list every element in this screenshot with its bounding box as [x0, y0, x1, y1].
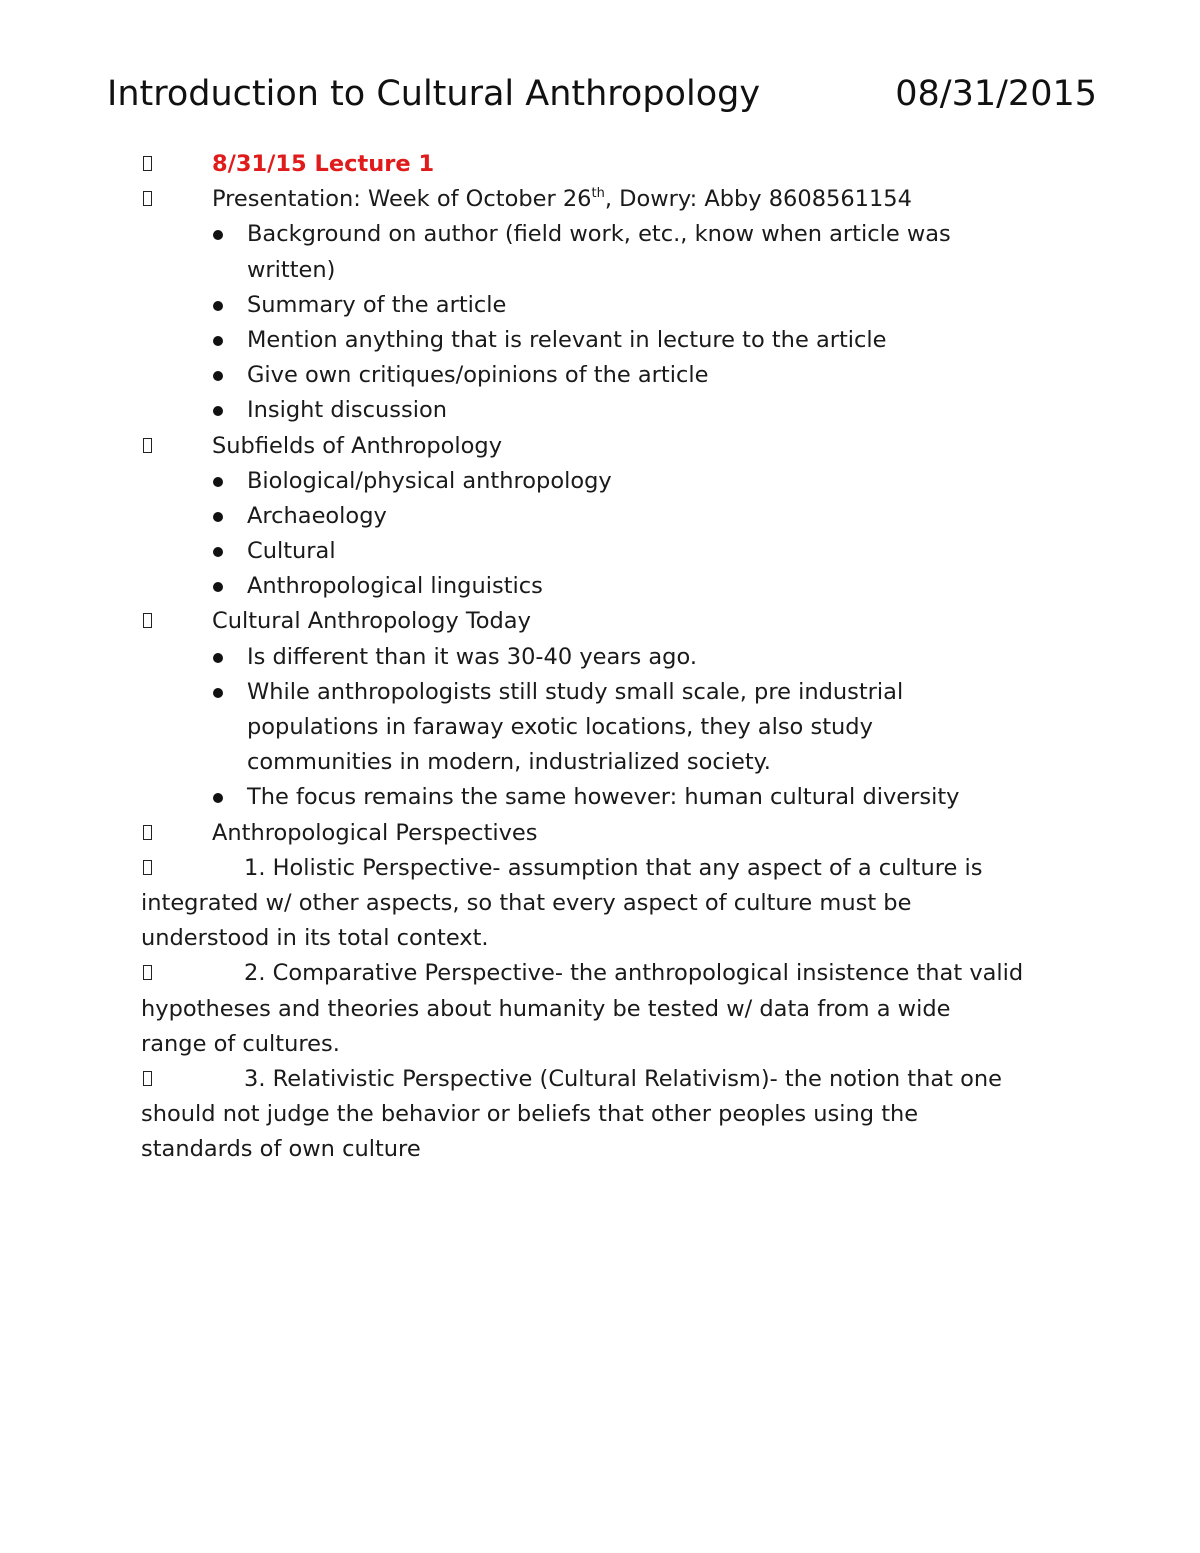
paragraph-line: [0, 921, 1200, 956]
presentation-line-end: , Dowry: Abby 8608561154: [604, 186, 912, 213]
missing-glyph-bullet-icon: [143, 860, 152, 875]
today-heading: Cultural Anthropology Today: [212, 608, 531, 635]
presentation-line: [212, 182, 912, 217]
sub-list-item: [0, 288, 1200, 323]
bullet-icon: [213, 547, 223, 557]
list-item: [0, 1062, 1200, 1097]
sub-list-item: [0, 323, 1200, 358]
missing-glyph-bullet-icon: [143, 191, 152, 206]
missing-glyph-bullet-icon: [143, 156, 152, 171]
sub-list-item: [0, 780, 1200, 815]
list-item: [0, 604, 1200, 639]
presentation-item: Insight discussion: [247, 397, 447, 424]
missing-glyph-bullet-icon: [143, 1071, 152, 1086]
relativistic-text: should not judge the behavior or beliefs that other peoples using the: [141, 1101, 919, 1128]
today-item: communities in modern, industrialized society.: [247, 749, 771, 776]
comparative-text: range of cultures.: [141, 1030, 340, 1057]
notes-body: [0, 147, 1200, 1167]
subfields-item: Anthropological linguistics: [247, 573, 543, 600]
bullet-icon: [213, 688, 223, 698]
sub-list-item: [0, 499, 1200, 534]
list-item: [0, 816, 1200, 851]
bullet-icon: [213, 477, 223, 487]
list-item: [0, 182, 1200, 217]
lecture-heading: 8/31/15 Lecture 1: [212, 151, 435, 177]
paragraph-line: [0, 886, 1200, 921]
paragraph-line: [0, 992, 1200, 1027]
list-item: [0, 851, 1200, 886]
perspectives-heading: Anthropological Perspectives: [212, 819, 538, 846]
sub-list-item: [0, 534, 1200, 569]
subfields-item: Biological/physical anthropology: [247, 467, 612, 494]
document-header: [107, 72, 1097, 120]
subfields-item: Archaeology: [247, 502, 387, 529]
list-item: [0, 147, 1200, 182]
presentation-item: Background on author (field work, etc., know when article was: [247, 221, 951, 248]
sub-list-item: [0, 217, 1200, 252]
relativistic-text: 3. Relativistic Perspective (Cultural Relativism)- the notion that one: [244, 1065, 1002, 1092]
today-item: Is different than it was 30-40 years ago.: [247, 643, 697, 670]
comparative-text: hypotheses and theories about humanity be tested w/ data from a wide: [141, 995, 951, 1022]
list-item: [0, 429, 1200, 464]
paragraph-line: [0, 1097, 1200, 1132]
today-item: populations in faraway exotic locations, they also study: [247, 714, 873, 740]
paragraph-line: [0, 1132, 1200, 1167]
missing-glyph-bullet-icon: [143, 965, 152, 980]
today-item: The focus remains the same however: human cultural diversity: [247, 784, 960, 811]
today-item: While anthropologists still study small scale, pre industrial: [247, 678, 904, 705]
presentation-item: Summary of the article: [247, 291, 507, 318]
missing-glyph-bullet-icon: [143, 438, 152, 453]
holistic-text: 1. Holistic Perspective- assumption that any aspect of a culture is: [244, 854, 983, 881]
document-date: 08/31/2015: [895, 74, 1097, 114]
sub-list-item: [0, 569, 1200, 604]
sub-list-item-continuation: [0, 710, 1200, 745]
bullet-icon: [213, 653, 223, 663]
bullet-icon: [213, 512, 223, 522]
bullet-icon: [213, 793, 223, 803]
bullet-icon: [213, 582, 223, 592]
relativistic-text: standards of own culture: [141, 1136, 421, 1163]
holistic-text: integrated w/ other aspects, so that every aspect of culture must be: [141, 889, 912, 916]
list-item: [0, 956, 1200, 991]
presentation-line-sup: th: [591, 186, 605, 202]
missing-glyph-bullet-icon: [143, 613, 152, 628]
presentation-item: Give own critiques/opinions of the article: [247, 362, 709, 389]
comparative-text: 2. Comparative Perspective- the anthropological insistence that valid: [244, 960, 1024, 987]
holistic-text: understood in its total context.: [141, 925, 489, 952]
bullet-icon: [213, 371, 223, 381]
bullet-icon: [213, 406, 223, 416]
document-title: Introduction to Cultural Anthropology: [107, 74, 761, 114]
sub-list-item: [0, 640, 1200, 675]
subfields-item: Cultural: [247, 538, 336, 565]
presentation-line-start: Presentation: Week of October 26: [212, 186, 592, 213]
presentation-item: Mention anything that is relevant in lecture to the article: [247, 326, 887, 353]
paragraph-line: [0, 1027, 1200, 1062]
bullet-icon: [213, 301, 223, 311]
sub-list-item: [0, 675, 1200, 710]
bullet-icon: [213, 230, 223, 240]
sub-list-item-continuation: [0, 253, 1200, 288]
sub-list-item: [0, 464, 1200, 499]
sub-list-item: [0, 393, 1200, 428]
missing-glyph-bullet-icon: [143, 825, 152, 840]
bullet-icon: [213, 336, 223, 346]
sub-list-item-continuation: [0, 745, 1200, 780]
presentation-item: written): [247, 256, 336, 283]
sub-list-item: [0, 358, 1200, 393]
subfields-heading: Subfields of Anthropology: [212, 432, 503, 459]
